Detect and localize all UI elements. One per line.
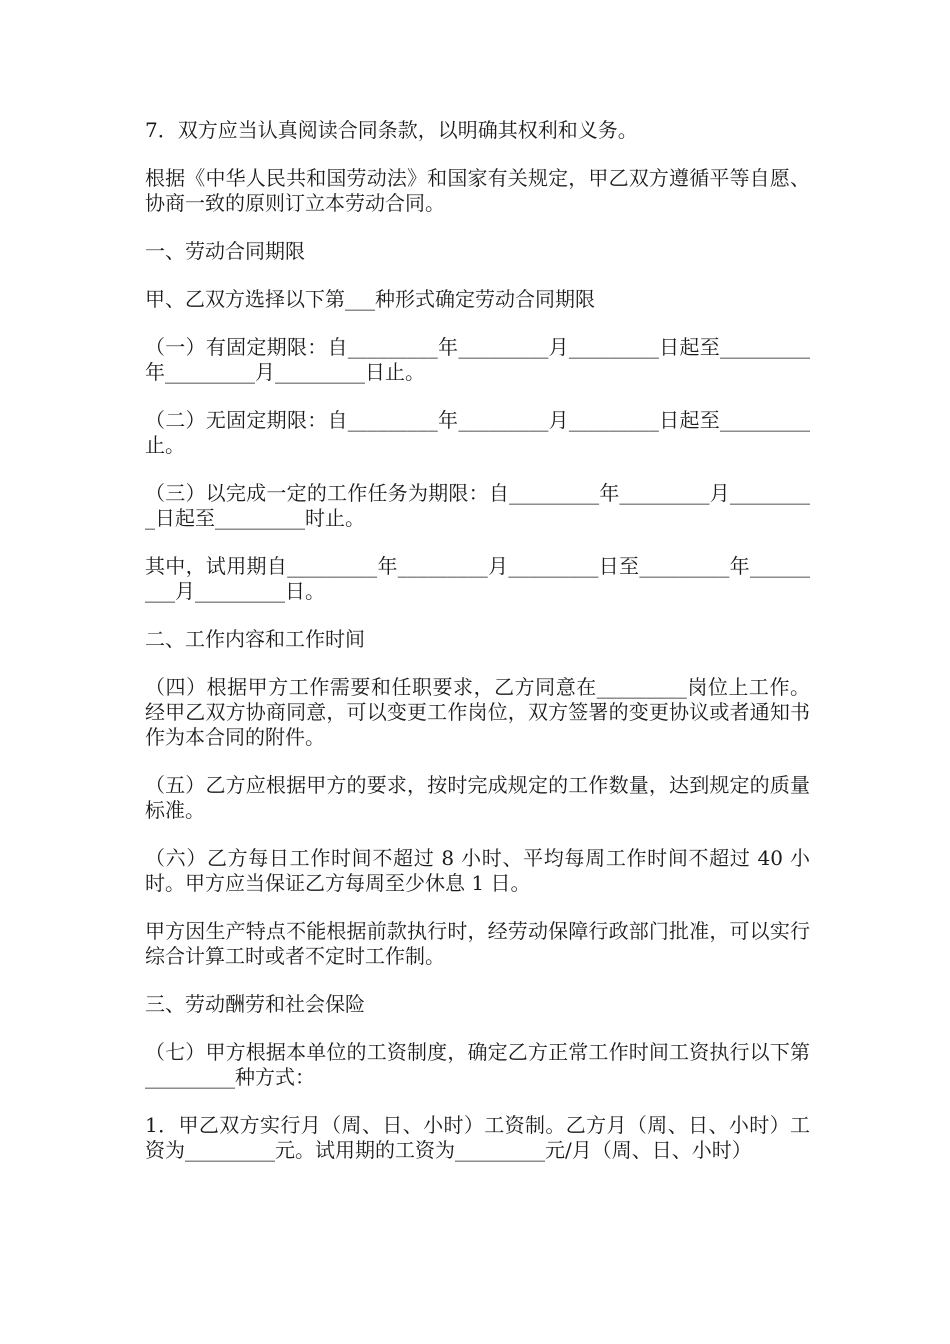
paragraph-term-choice: 甲、乙双方选择以下第___种形式确定劳动合同期限 [145, 287, 595, 311]
clause-5-quota: （五）乙方应根据甲方的要求，按时完成规定的工作数量，达到规定的质量标准。 [145, 773, 810, 822]
document-page [145, 118, 810, 1186]
paragraph-legal-basis: 根据《中华人民共和国劳动法》和国家有关规定，甲乙双方遵循平等自愿、协商一致的原则订立本劳动合同。 [145, 166, 810, 215]
clause-4-position: （四）根据甲方工作需要和任职要求，乙方同意在_________岗位上工作。经甲乙双方协商同意，可以变更工作岗位，双方签署的变更协议或者通知书作为本合同的附件。 [145, 675, 810, 749]
paragraph-special-hours: 甲方因生产特点不能根据前款执行时，经劳动保障行政部门批准，可以实行综合计算工时或者不定时工作制。 [145, 919, 810, 968]
item-1-wage-system: 1．甲乙双方实行月（周、日、小时）工资制。乙方月（周、日、小时）工资为_________元。试用期的工资为_________元/月（周、日、小时） [145, 1113, 810, 1162]
section-heading-work: 二、工作内容和工作时间 [145, 627, 365, 651]
clause-7-wage-method: （七）甲方根据本单位的工资制度，确定乙方正常工作时间工资执行以下第_________种方式： [145, 1040, 810, 1089]
clause-6-hours: （六）乙方每日工作时间不超过 8 小时、平均每周工作时间不超过 40 小时。甲方应当保证乙方每周至少休息 1 日。 [145, 846, 810, 895]
clause-2-open-term: （二）无固定期限：自_________年_________月_________日起至_________止。 [145, 408, 810, 457]
clause-1-fixed-term: （一）有固定期限：自_________年_________月_________日起至_________年_________月_________日止。 [145, 335, 810, 384]
clause-3-task-term: （三）以完成一定的工作任务为期限：自_________年_________月_________日起至_________时止。 [145, 481, 810, 530]
section-heading-pay: 三、劳动酬劳和社会保险 [145, 992, 365, 1016]
section-heading-term: 一、劳动合同期限 [145, 239, 305, 263]
paragraph-intro-7: 7．双方应当认真阅读合同条款，以明确其权利和义务。 [145, 118, 638, 142]
paragraph-probation: 其中，试用期自_________年_________月_________日至_________年_________月_________日。 [145, 554, 810, 603]
